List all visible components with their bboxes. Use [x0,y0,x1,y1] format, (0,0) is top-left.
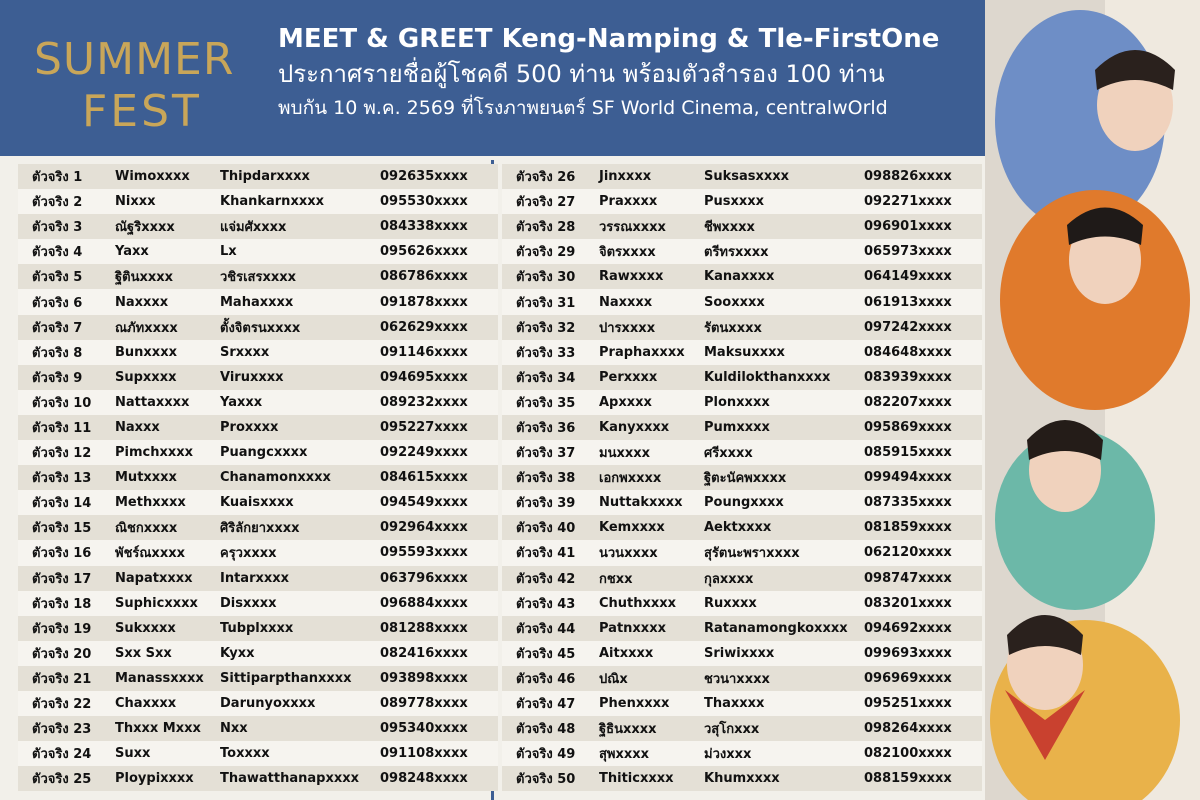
artists-photo-illustration [985,0,1200,800]
winner-row [502,365,982,390]
winner-row [502,415,982,440]
winner-first-name: ณัฐริxxxx [115,220,175,236]
winner-phone: 093898xxxx [380,670,468,686]
winner-last-name: Tubplxxxx [220,620,294,636]
winner-label: ตัวจริง 10 [32,395,92,411]
winner-first-name: Phenxxxx [599,696,670,712]
winner-first-name: พัชร์ณxxxx [115,546,185,562]
winner-phone: 095530xxxx [380,194,468,210]
winner-phone: 089778xxxx [380,696,468,712]
winner-first-name: Suphicxxxx [115,595,198,611]
winner-last-name: รัตนxxxx [704,320,762,336]
winner-phone: 096901xxxx [864,219,952,235]
winner-label: ตัวจริง 13 [32,471,92,487]
winner-last-name: ฐิตะนัคพxxxx [704,471,787,487]
winner-phone: 061913xxxx [864,294,952,310]
winner-label: ตัวจริง 19 [32,621,92,637]
winner-phone: 091878xxxx [380,294,468,310]
winner-row [502,766,982,791]
winner-first-name: ฐิธินxxxx [599,722,657,738]
winner-phone: 088159xxxx [864,771,952,787]
winner-row [18,214,498,239]
winner-last-name: Mahaxxxx [220,294,294,310]
header-banner [0,0,985,156]
winner-phone: 084615xxxx [380,470,468,486]
winner-first-name: Wimoxxxx [115,169,190,185]
winner-row [18,490,498,515]
winner-last-name: Thawatthanapxxxx [220,771,360,787]
winner-phone: 096969xxxx [864,670,952,686]
winner-first-name: Mutxxxx [115,470,177,486]
winner-last-name: Aektxxxx [704,520,772,536]
winner-last-name: ม่วงxxx [704,747,752,763]
winner-row [18,540,498,565]
winner-phone: 098747xxxx [864,570,952,586]
winner-row [18,440,498,465]
winner-last-name: Intarxxxx [220,570,290,586]
winner-first-name: Naxxxx [599,294,653,310]
winner-row [18,189,498,214]
winner-row [18,741,498,766]
winner-label: ตัวจริง 6 [32,295,83,311]
winner-label: ตัวจริง 40 [516,521,576,537]
winner-first-name: วรรณxxxx [599,220,666,236]
winner-row [502,515,982,540]
winner-phone: 095869xxxx [864,419,952,435]
winner-first-name: Manassxxxx [115,670,204,686]
winner-row [502,691,982,716]
winner-row [502,465,982,490]
winner-last-name: Lx [220,244,237,260]
winner-label: ตัวจริง 7 [32,320,83,336]
winner-phone: 098248xxxx [380,771,468,787]
winner-row [502,490,982,515]
logo-line-1: SUMMER [34,34,235,85]
winner-phone: 095340xxxx [380,721,468,737]
summer-fest-logo [30,24,260,136]
winners-column-left [18,164,498,791]
winner-phone: 095593xxxx [380,545,468,561]
winner-row [18,641,498,666]
winner-last-name: Kuldilokthanxxxx [704,369,831,385]
winner-label: ตัวจริง 26 [516,170,576,186]
winner-label: ตัวจริง 3 [32,220,83,236]
winner-first-name: Supxxxx [115,369,177,385]
winner-phone: 099494xxxx [864,470,952,486]
winner-label: ตัวจริง 20 [32,646,92,662]
winner-label: ตัวจริง 16 [32,546,92,562]
winner-first-name: Chaxxxx [115,696,177,712]
winner-first-name: Suxx [115,746,151,762]
winner-phone: 081859xxxx [864,520,952,536]
winner-row [18,566,498,591]
winner-first-name: Praphaxxxx [599,344,685,360]
winner-first-name: Methxxxx [115,495,186,511]
winner-phone: 087335xxxx [864,495,952,511]
winner-first-name: ปารxxxx [599,320,656,336]
winner-last-name: Yaxxx [220,394,263,410]
winner-first-name: กชxx [599,571,633,587]
winner-first-name: Naxxxx [115,294,169,310]
winner-row [18,591,498,616]
winner-phone: 095251xxxx [864,696,952,712]
winner-first-name: นวนxxxx [599,546,658,562]
winner-phone: 095227xxxx [380,419,468,435]
winner-last-name: ศรีxxxx [704,446,753,462]
winner-phone: 085915xxxx [864,445,952,461]
winner-last-name: Kyxx [220,645,255,661]
winner-last-name: Sooxxxx [704,294,765,310]
winner-row [502,540,982,565]
winner-phone: 083201xxxx [864,595,952,611]
winner-row [18,766,498,791]
winner-row [18,415,498,440]
winner-label: ตัวจริง 37 [516,446,576,462]
winner-label: ตัวจริง 5 [32,270,83,286]
winner-row [18,289,498,314]
winner-label: ตัวจริง 23 [32,722,92,738]
winner-row [502,239,982,264]
winner-phone: 062120xxxx [864,545,952,561]
winner-first-name: สุพxxxx [599,747,650,763]
winner-label: ตัวจริง 41 [516,546,576,562]
winner-row [502,340,982,365]
winner-row [18,465,498,490]
winner-first-name: Patnxxxx [599,620,666,636]
winner-label: ตัวจริง 21 [32,671,92,687]
winner-first-name: Nattaxxxx [115,394,190,410]
winner-label: ตัวจริง 38 [516,471,576,487]
winner-label: ตัวจริง 46 [516,671,576,687]
winner-phone: 094549xxxx [380,495,468,511]
winner-first-name: Pimchxxxx [115,445,194,461]
winner-phone: 092271xxxx [864,194,952,210]
winner-label: ตัวจริง 27 [516,195,576,211]
winner-phone: 086786xxxx [380,269,468,285]
artists-photo [985,0,1200,800]
winner-last-name: สุรัตนะพราxxxx [704,546,800,562]
winner-last-name: Puangcxxxx [220,445,308,461]
winner-row [502,616,982,641]
winner-first-name: Praxxxx [599,194,658,210]
winners-column-right [502,164,982,791]
winner-row [18,239,498,264]
winner-last-name: Suksasxxxx [704,169,790,185]
winner-row [18,390,498,415]
winner-phone: 094695xxxx [380,369,468,385]
winner-last-name: Poungxxxx [704,495,784,511]
winner-first-name: เอกพxxxx [599,471,662,487]
winner-row [502,315,982,340]
winner-row [502,440,982,465]
winner-first-name: Chuthxxxx [599,595,677,611]
winner-first-name: Nuttakxxxx [599,495,683,511]
winner-last-name: ตั้งจิตรนxxxx [220,320,301,336]
winner-phone: 064149xxxx [864,269,952,285]
winner-label: ตัวจริง 18 [32,596,92,612]
winner-last-name: Khankarnxxxx [220,194,324,210]
winner-phone: 092249xxxx [380,445,468,461]
winner-row [502,641,982,666]
winner-label: ตัวจริง 50 [516,772,576,788]
winner-first-name: Naxxx [115,419,160,435]
winner-label: ตัวจริง 44 [516,621,576,637]
winner-label: ตัวจริง 33 [516,345,576,361]
winner-label: ตัวจริง 31 [516,295,576,311]
winner-phone: 062629xxxx [380,319,468,335]
winner-first-name: จิตรxxxx [599,245,656,261]
winner-phone: 083939xxxx [864,369,952,385]
winner-label: ตัวจริง 9 [32,370,83,386]
winner-last-name: Thaxxxx [704,696,765,712]
winner-first-name: Kanyxxxx [599,419,670,435]
winner-first-name: Apxxxx [599,394,652,410]
winner-row [18,164,498,189]
winner-phone: 089232xxxx [380,394,468,410]
winner-last-name: Sittiparpthanxxxx [220,670,352,686]
winner-last-name: Proxxxx [220,419,279,435]
winner-last-name: วสุโกxxx [704,722,760,738]
winner-phone: 084648xxxx [864,344,952,360]
winner-first-name: Thiticxxxx [599,771,674,787]
winner-last-name: Khumxxxx [704,771,780,787]
winner-label: ตัวจริง 1 [32,170,83,186]
winner-label: ตัวจริง 43 [516,596,576,612]
winner-label: ตัวจริง 8 [32,345,83,361]
winner-first-name: มนxxxx [599,446,650,462]
winner-label: ตัวจริง 12 [32,446,92,462]
winner-phone: 092635xxxx [380,169,468,185]
winner-phone: 082207xxxx [864,394,952,410]
winner-row [18,666,498,691]
winner-first-name: Aitxxxx [599,645,654,661]
winner-row [502,666,982,691]
winner-first-name: Yaxx [115,244,149,260]
winner-last-name: Disxxxx [220,595,277,611]
winner-phone: 098264xxxx [864,721,952,737]
winner-row [18,315,498,340]
winner-row [18,716,498,741]
winner-phone: 097242xxxx [864,319,952,335]
winner-last-name: Pusxxxx [704,194,765,210]
winner-row [502,264,982,289]
winner-last-name: Pumxxxx [704,419,770,435]
winner-phone: 099693xxxx [864,645,952,661]
winner-phone: 091146xxxx [380,344,468,360]
winner-phone: 091108xxxx [380,746,468,762]
winner-label: ตัวจริง 49 [516,747,576,763]
event-title: MEET & GREET Keng-Namping & Tle-FirstOne [278,24,940,54]
winner-label: ตัวจริง 17 [32,571,92,587]
winner-last-name: วชิรเสรxxxx [220,270,297,286]
winner-label: ตัวจริง 47 [516,697,576,713]
winner-phone: 065973xxxx [864,244,952,260]
winner-first-name: Thxxx Mxxx [115,721,201,737]
winner-phone: 081288xxxx [380,620,468,636]
winner-label: ตัวจริง 29 [516,245,576,261]
winner-first-name: Rawxxxx [599,269,664,285]
winner-last-name: ตรีทรxxxx [704,245,769,261]
winner-last-name: Toxxxx [220,746,270,762]
winner-row [502,566,982,591]
winner-row [18,691,498,716]
winner-label: ตัวจริง 36 [516,420,576,436]
winner-last-name: ศิริลักยาxxxx [220,521,300,537]
winner-phone: 092964xxxx [380,520,468,536]
winner-row [502,214,982,239]
winner-last-name: ครุวxxxx [220,546,277,562]
winner-last-name: Srxxxx [220,344,270,360]
winner-last-name: กุลxxxx [704,571,754,587]
winner-label: ตัวจริง 35 [516,395,576,411]
winner-phone: 094692xxxx [864,620,952,636]
winner-last-name: Kanaxxxx [704,269,775,285]
winner-first-name: Jinxxxx [599,169,652,185]
winner-label: ตัวจริง 24 [32,747,92,763]
winner-first-name: ณิชกxxxx [115,521,178,537]
winner-row [502,390,982,415]
winner-row [502,189,982,214]
winner-first-name: Sukxxxx [115,620,176,636]
winner-first-name: Sxx Sxx [115,645,172,661]
winner-phone: 082416xxxx [380,645,468,661]
winner-row [502,289,982,314]
winner-label: ตัวจริง 34 [516,370,576,386]
announcement-subtitle: ประกาศรายชื่อผู้โชคดี 500 ท่าน พร้อมตัวสำรอง 100 ท่าน [278,60,885,88]
winners-table [0,164,985,800]
winner-last-name: แจ่มศัxxxx [220,220,287,236]
winner-row [502,591,982,616]
winner-first-name: Nixxx [115,194,156,210]
winner-last-name: Nxx [220,721,248,737]
winner-last-name: Kuaisxxxx [220,495,294,511]
winner-label: ตัวจริง 28 [516,220,576,236]
winner-last-name: Sriwixxxx [704,645,775,661]
winner-label: ตัวจริง 15 [32,521,92,537]
winner-first-name: ฐิตินxxxx [115,270,174,286]
winner-label: ตัวจริง 2 [32,195,83,211]
winner-first-name: ณภัทxxxx [115,320,178,336]
event-venue: พบกัน 10 พ.ค. 2569 ที่โรงภาพยนตร์ SF World Cinema, centralwOrld [278,97,888,119]
winner-phone: 084338xxxx [380,219,468,235]
winner-last-name: Thipdarxxxx [220,169,310,185]
winner-row [502,716,982,741]
winner-last-name: Plonxxxx [704,394,770,410]
winner-first-name: Kemxxxx [599,520,665,536]
winner-phone: 063796xxxx [380,570,468,586]
winner-label: ตัวจริง 42 [516,571,576,587]
winner-last-name: Ratanamongkoxxxx [704,620,848,636]
winner-first-name: Perxxxx [599,369,658,385]
winner-row [18,616,498,641]
winner-label: ตัวจริง 39 [516,496,576,512]
winner-phone: 082100xxxx [864,746,952,762]
winner-label: ตัวจริง 14 [32,496,92,512]
winner-phone: 095626xxxx [380,244,468,260]
winner-row [502,741,982,766]
winner-first-name: Napatxxxx [115,570,193,586]
winner-row [18,264,498,289]
winner-row [502,164,982,189]
winner-label: ตัวจริง 32 [516,320,576,336]
winner-last-name: Darunyoxxxx [220,696,316,712]
logo-line-2: FEST [82,86,202,136]
winner-label: ตัวจริง 4 [32,245,83,261]
winner-first-name: Bunxxxx [115,344,177,360]
winner-label: ตัวจริง 30 [516,270,576,286]
winner-row [18,515,498,540]
winner-phone: 096884xxxx [380,595,468,611]
header-titles [278,22,939,124]
winner-first-name: ปณิx [599,671,628,687]
winner-phone: 098826xxxx [864,169,952,185]
winner-label: ตัวจริง 25 [32,772,92,788]
winner-row [18,340,498,365]
winner-label: ตัวจริง 48 [516,722,576,738]
winner-row [18,365,498,390]
winner-label: ตัวจริง 45 [516,646,576,662]
winner-last-name: Ruxxxx [704,595,757,611]
winner-last-name: Viruxxxx [220,369,284,385]
winner-first-name: Ploypixxxx [115,771,194,787]
winner-last-name: ชวนาxxxx [704,671,770,687]
winner-label: ตัวจริง 22 [32,697,92,713]
winner-last-name: Maksuxxxx [704,344,785,360]
summer-fest-logo-art [30,24,260,136]
winner-label: ตัวจริง 11 [32,420,92,436]
winner-last-name: ชีพxxxx [704,220,755,236]
winner-last-name: Chanamonxxxx [220,470,331,486]
